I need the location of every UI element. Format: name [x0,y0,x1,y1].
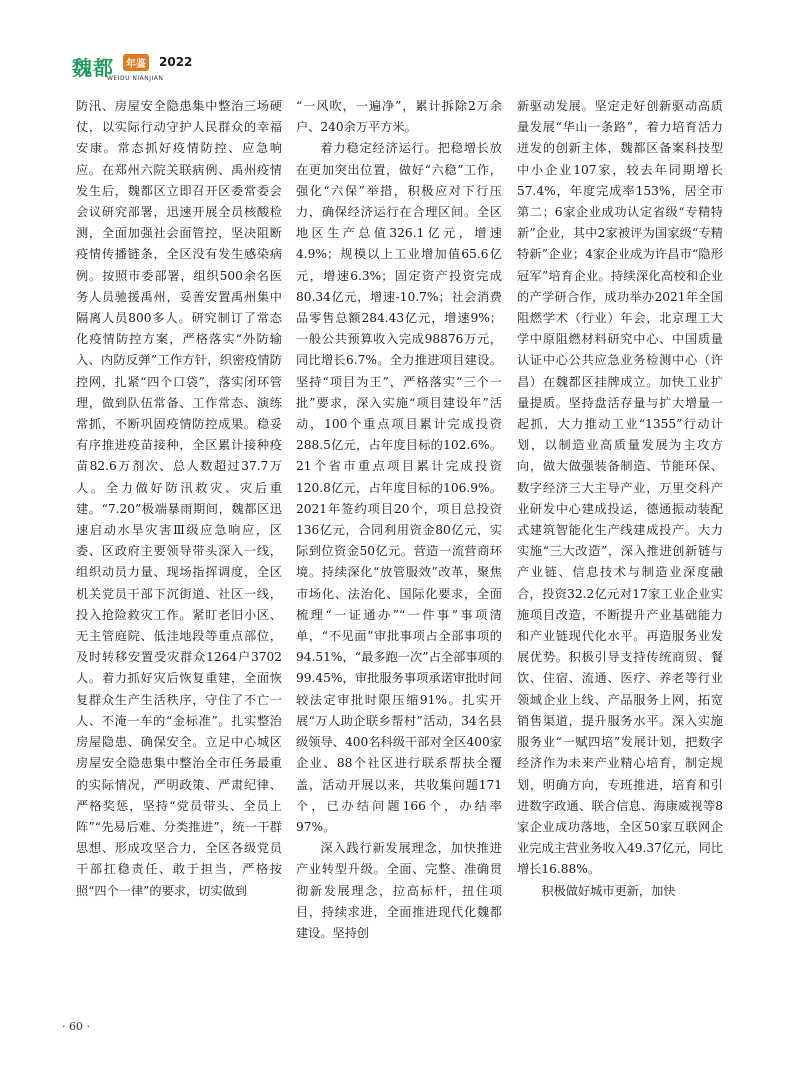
running-header [72,50,272,90]
page-number: · 60 · [62,1020,90,1033]
yearbook-logo-title: 魏都 [72,56,114,80]
paragraph: 新驱动发展。坚定走好创新驱动高质量发展“华山一条路”，着力培育活力迸发的创新主体，魏都区备案科技型中小企业107家，较去年同期增长57.4%，年度完成率153%，居全市第二；6家企业成功认定省级“专精特新”企业，其中2家被评为国家级“专精特新”企业；4家企业成为许昌市“隐形冠军”培育企业。持续深化高校和企业的产学研合作，成功举办2021年全国阻燃学术（行业）年会，北京理工大学中原阻燃材料研究中心、中国质量认证中心公共应急业务检测中心（许昌）在魏都区挂牌成立。加快工业扩量提质。坚持盘活存量与扩大增量一起抓，大力推动工业“1355”行动计划，以制造业高质量发展为主攻方向，做大做强装备制造、节能环保、数字经济三大主导产业，万里交科产业研发中心建成投运，德通振动装配式建筑智能化生产线建成投产。大力实施“三大改造”，深入推进创新链与产业链、信息技术与制造业深度融合，投资32.2亿元对17家工业企业实施项目改造，不断提升产业基础能力和产业链现代化水平。再造服务业发展优势。积极引导支持传统商贸、餐饮、住宿、流通、医疗、养老等行业领域企业上线、产品服务上网，拓宽销售渠道，提升服务水平。深入实施服务业“一赋四培”发展计划，把数字经济作为未来产业精心培育，制定规划，明确方向，专班推进，培育和引进数字政通、联合信息、海康威视等8家企业成功落地，全区50家互联网企业完成主营业务收入49.37亿元，同比增长16.88%。 [517,99,723,877]
yearbook-logo-year: 2022 [159,55,193,69]
text-column-right [517,96,723,902]
paragraph: 防汛、房屋安全隐患集中整治三场硬仗，以实际行动守护人民群众的幸福安康。常态抓好疫情防控、应急响应。在郑州六院关联病例、禹州疫情发生后，魏都区立即召开区委常委会会议研究部署，迅速开展全员核酸检测，全面加强社会面管控，坚决阻断疫情传播链条，全区没有发生感染病例。按照市委部署，组织500余名医务人员驰援禹州，妥善安置禹州集中隔离人员800多人。研究制订了常态化疫情防控方案，严格落实“外防输入、内防反弹”工作方针，织密疫情防控网，扎紧“四个口袋”，落实闭环管理，做到队伍常备、工作常态、演练常抓，不断巩固疫情防控成果。稳妥有序推进疫苗接种，全区累计接种疫苗82.6万剂次、总人数超过37.7万人。全力做好防汛救灾、灾后重建。“7.20”极端暴雨期间，魏都区迅速启动水旱灾害Ⅲ级应急响应，区委、区政府主要领导带头深入一线，组织动员力量、现场指挥调度，全区机关党员干部下沉街道、社区一线，投入抢险救灾工作。紧盯老旧小区、无主管庭院、低洼地段等重点部位，及时转移安置受灾群众1264户3702人。着力抓好灾后恢复重建，全面恢复群众生产生活秩序，守住了不亡一人、不淹一车的“金标准”。扎实整治房屋隐患、确保安全。立足中心城区房屋安全隐患集中整治全市任务最重的实际情况，严明政策、严肃纪律、严格奖惩，坚持“党员带头、全员上阵”“先易后难、分类推进”，统一干群思想、形成攻坚合力，全区各级党员干部扛稳责任、敢于担当，严格按照“四个一律”的要求，切实做到 [76,99,282,898]
text-column-middle [296,96,502,944]
paragraph: 深入践行新发展理念，加快推进产业转型升级。全面、完整、准确贯彻新发展理念，拉高标杆，扭住项目，持续求进，全面推进现代化魏都建设。坚持创 [296,841,502,940]
yearbook-logo-badge: 年鉴 [123,54,149,71]
paragraph: “一风吹，一遍净”，累计拆除2万余户、240余万平方米。 [296,99,502,135]
text-column-left [76,96,282,902]
paragraph: 积极做好城市更新，加快 [541,883,676,898]
paragraph: 着力稳定经济运行。把稳增长放在更加突出位置，做好“六稳”工作，强化“六保”举措，积极应对下行压力，确保经济运行在合理区间。全区地区生产总值326.1亿元，增速4.9%；规模以上工业增加值65.6亿元，增速6.3%；固定资产投资完成80.34亿元，增速-10.7%；社会消费品零售总额284.43亿元，增速9%；一般公共预算收入完成98876万元，同比增长6.7%。全力推进项目建设。坚持“项目为王”，严格落实“三个一批”要求，深入实施“项目建设年”活动，100个重点项目累计完成投资288.5亿元，占年度目标的102.6%。21个省市重点项目累计完成投资120.8亿元，占年度目标的106.9%。2021年签约项目20个，项目总投资136亿元，合同利用资金80亿元，实际到位资金50亿元。营造一流营商环境。持续深化“放管服效”改革，聚焦市场化、法治化、国际化要求，全面梳理“一证通办”“一件事”事项清单，“不见面”审批事项占全部事项的94.51%，“最多跑一次”占全部事项的99.45%，审批服务事项承诺审批时间较法定审批时限压缩91%。扎实开展“万人助企联乡帮村”活动，34名县级领导、400名科级干部对全区400家企业、88个社区进行联系帮扶全覆盖，活动开展以来，共收集问题171个，已办结问题166个，办结率97%。 [296,141,502,834]
yearbook-logo-subtitle: WEIDU NIANJIAN [107,75,164,82]
